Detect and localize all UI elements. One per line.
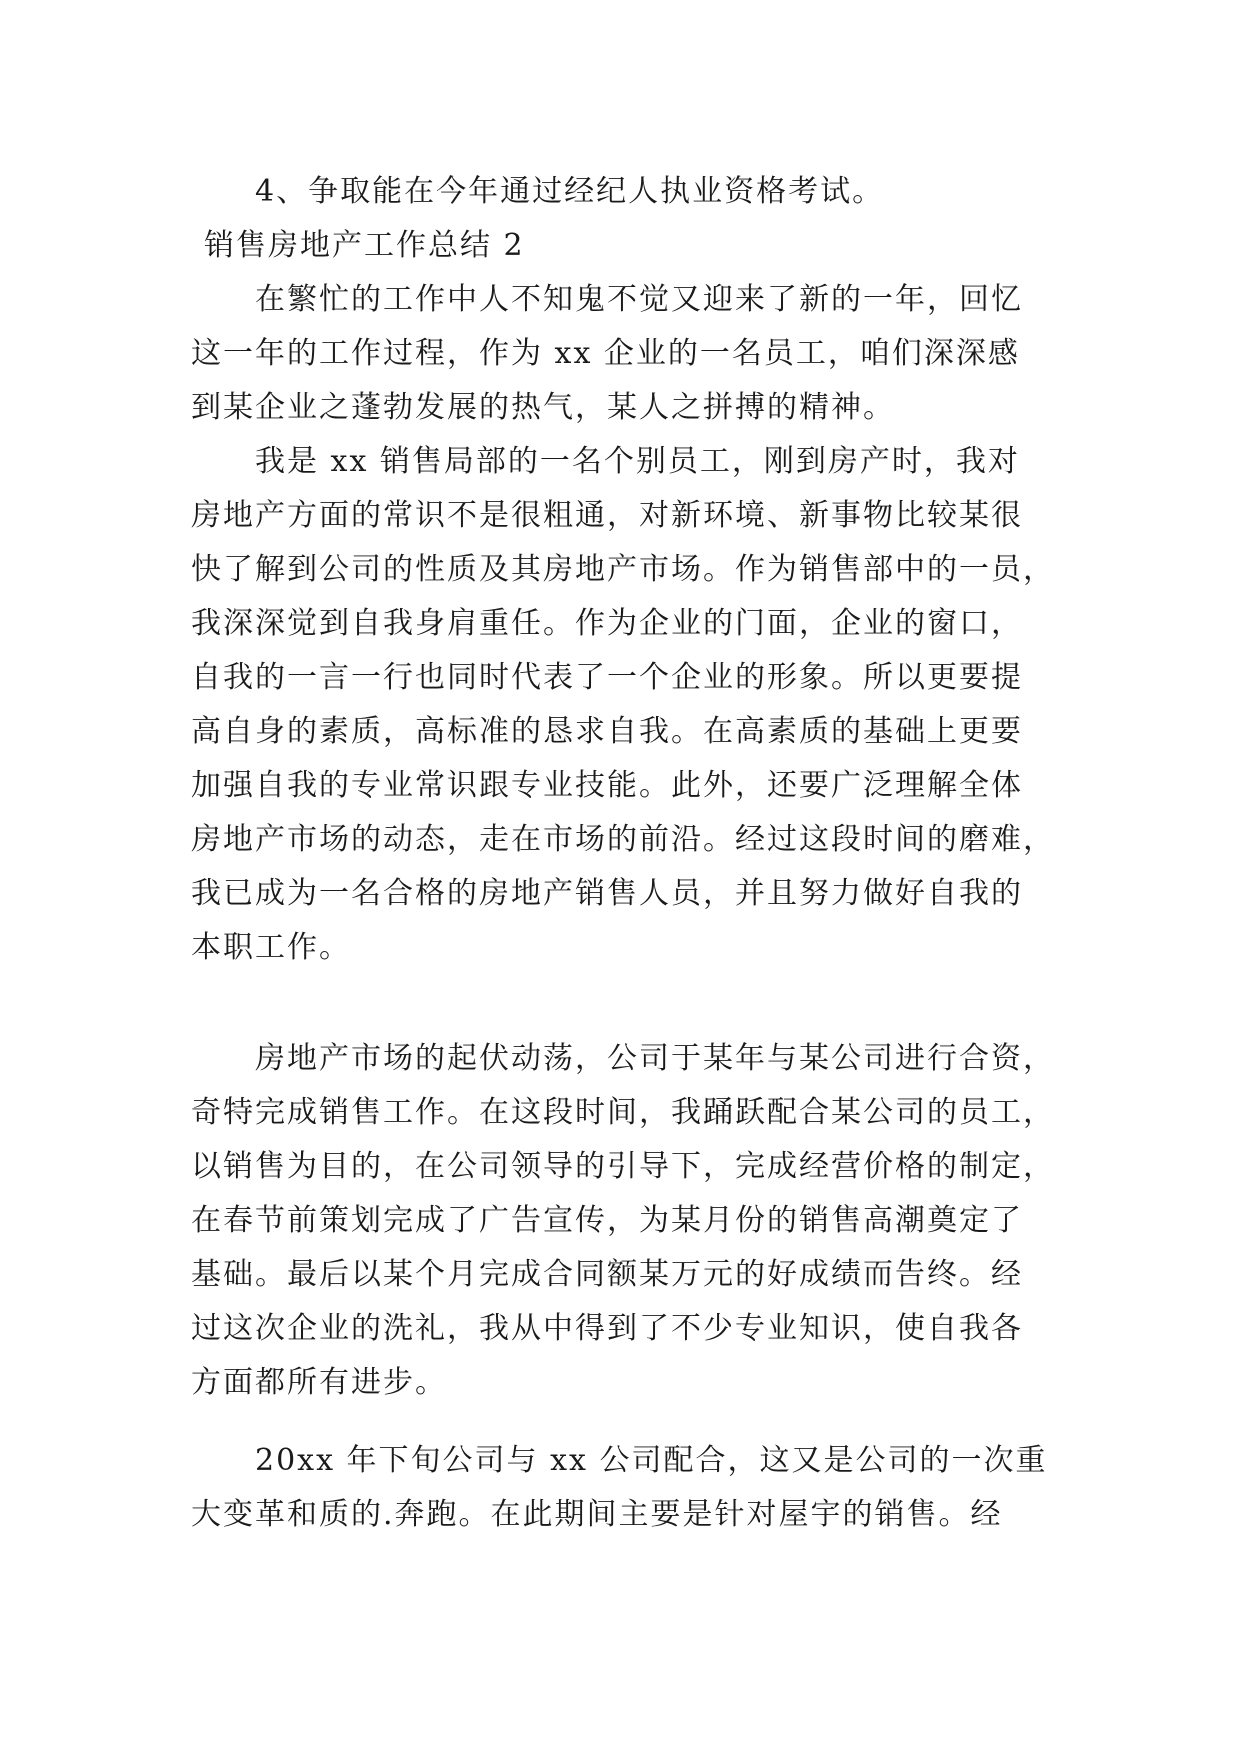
paragraph-line: 本职工作。 [191, 930, 351, 965]
paragraph-line: 在春节前策划完成了广告宣传，为某月份的销售高潮奠定了 [191, 1203, 1023, 1238]
section-heading: 销售房地产工作总结 2 [204, 228, 525, 263]
paragraph-line: 加强自我的专业常识跟专业技能。此外，还要广泛理解全体 [191, 768, 1023, 803]
paragraph-line: 房地产市场的动态，走在市场的前沿。经过这段时间的磨难， [191, 822, 1055, 857]
list-item-4: 4、争取能在今年通过经纪人执业资格考试。 [255, 174, 885, 209]
paragraph-line: 房地产方面的常识不是很粗通，对新环境、新事物比较某很 [191, 498, 1023, 533]
paragraph-line: 这一年的工作过程，作为 xx 企业的一名员工，咱们深深感 [191, 336, 1020, 371]
paragraph-line: 过这次企业的洗礼，我从中得到了不少专业知识，使自我各 [191, 1311, 1023, 1346]
paragraph-line: 我深深觉到自我身肩重任。作为企业的门面，企业的窗口， [191, 606, 1023, 641]
paragraph-line: 基础。最后以某个月完成合同额某万元的好成绩而告终。经 [191, 1257, 1023, 1292]
paragraph-line: 大变革和质的.奔跑。在此期间主要是针对屋宇的销售。经 [191, 1497, 1003, 1532]
paragraph-line: 我已成为一名合格的房地产销售人员，并且努力做好自我的 [191, 876, 1023, 911]
paragraph-line: 20xx 年下旬公司与 xx 公司配合，这又是公司的一次重 [255, 1443, 1048, 1478]
paragraph-line: 快了解到公司的性质及其房地产市场。作为销售部中的一员， [191, 552, 1055, 587]
paragraph-line: 高自身的素质，高标准的恳求自我。在高素质的基础上更要 [191, 714, 1023, 749]
paragraph-line: 到某企业之蓬勃发展的热气，某人之拼搏的精神。 [191, 390, 895, 425]
paragraph-line: 我是 xx 销售局部的一名个别员工，刚到房产时，我对 [255, 444, 1020, 479]
paragraph-line: 在繁忙的工作中人不知鬼不觉又迎来了新的一年，回忆 [255, 282, 1023, 317]
paragraph-line: 自我的一言一行也同时代表了一个企业的形象。所以更要提 [191, 660, 1023, 695]
paragraph-line: 房地产市场的起伏动荡，公司于某年与某公司进行合资， [255, 1041, 1055, 1076]
paragraph-line: 以销售为目的，在公司领导的引导下，完成经营价格的制定， [191, 1149, 1055, 1184]
paragraph-line: 奇特完成销售工作。在这段时间，我踊跃配合某公司的员工， [191, 1095, 1055, 1130]
paragraph-line: 方面都所有进步。 [191, 1365, 447, 1400]
